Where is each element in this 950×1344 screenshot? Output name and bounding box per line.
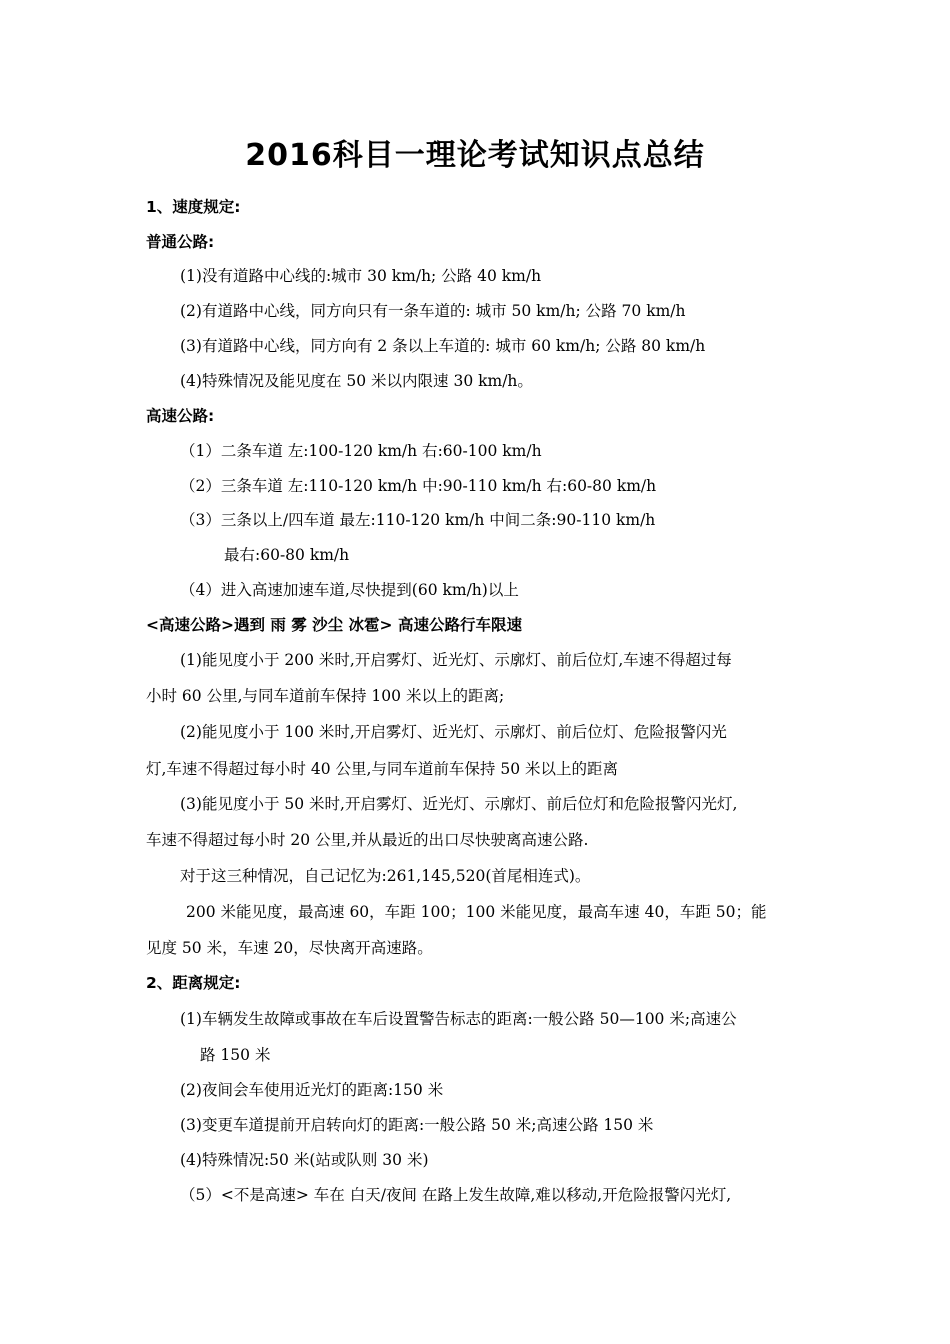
paragraph-line: (3)有道路中心线，同方向有 2 条以上车道的: 城市 60 km/h; 公路 80 km/h xyxy=(180,337,706,355)
paragraph-line: 车速不得超过每小时 20 公里,并从最近的出口尽快驶离高速公路. xyxy=(146,831,589,849)
paragraph-line: (2)能见度小于 100 米时,开启雾灯、近光灯、示廓灯、前后位灯、危险报警闪光 xyxy=(180,723,727,741)
paragraph-line: 200 米能见度，最高速 60，车距 100；100 米能见度，最高车速 40，车距 50；能 xyxy=(186,903,767,921)
section-heading-speed: 1、速度规定: xyxy=(146,198,241,216)
paragraph-line: 最右:60-80 km/h xyxy=(224,546,350,564)
subheading-expressway: 高速公路: xyxy=(146,407,215,425)
paragraph-line: (2)夜间会车使用近光灯的距离:150 米 xyxy=(180,1081,444,1099)
subheading-ordinary-road: 普通公路: xyxy=(146,233,215,251)
paragraph-line: 路 150 米 xyxy=(200,1046,271,1064)
section-heading-distance: 2、距离规定: xyxy=(146,974,241,992)
paragraph-line: (1)没有道路中心线的:城市 30 km/h; 公路 40 km/h xyxy=(180,267,542,285)
paragraph-line: (2)有道路中心线，同方向只有一条车道的: 城市 50 km/h; 公路 70 km/h xyxy=(180,302,686,320)
paragraph-line: (4)特殊情况及能见度在 50 米以内限速 30 km/h。 xyxy=(180,372,533,390)
paragraph-line: （1）二条车道 左:100-120 km/h 右:60-100 km/h xyxy=(180,442,542,460)
paragraph-line: (1)能见度小于 200 米时,开启雾灯、近光灯、示廓灯、前后位灯,车速不得超过每 xyxy=(180,651,732,669)
paragraph-line: 见度 50 米，车速 20，尽快离开高速路。 xyxy=(146,939,433,957)
paragraph-line: （2）三条车道 左:110-120 km/h 中:90-110 km/h 右:60-80 km/h xyxy=(180,477,657,495)
paragraph-line: 对于这三种情况，自己记忆为:261,145,520(首尾相连式)。 xyxy=(180,867,591,885)
document-title: 2016科目一理论考试知识点总结 xyxy=(245,138,705,173)
paragraph-line: (1)车辆发生故障或事故在车后设置警告标志的距离:一般公路 50—100 米;高速公 xyxy=(180,1010,737,1028)
subheading-weather-limits: <高速公路>遇到 雨 雾 沙尘 冰雹> 高速公路行车限速 xyxy=(146,616,522,634)
paragraph-line: （4）进入高速加速车道,尽快提到(60 km/h)以上 xyxy=(180,581,519,599)
paragraph-line: （5）<不是高速> 车在 白天/夜间 在路上发生故障,难以移动,开危险报警闪光灯, xyxy=(180,1186,732,1204)
paragraph-line: 小时 60 公里,与同车道前车保持 100 米以上的距离; xyxy=(146,687,505,705)
paragraph-line: 灯,车速不得超过每小时 40 公里,与同车道前车保持 50 米以上的距离 xyxy=(146,760,619,778)
paragraph-line: （3）三条以上/四车道 最左:110-120 km/h 中间二条:90-110 km/h xyxy=(180,511,656,529)
paragraph-line: (3)能见度小于 50 米时,开启雾灯、近光灯、示廓灯、前后位灯和危险报警闪光灯, xyxy=(180,795,738,813)
paragraph-line: (3)变更车道提前开启转向灯的距离:一般公路 50 米;高速公路 150 米 xyxy=(180,1116,654,1134)
paragraph-line: (4)特殊情况:50 米(站或队则 30 米) xyxy=(180,1151,429,1169)
